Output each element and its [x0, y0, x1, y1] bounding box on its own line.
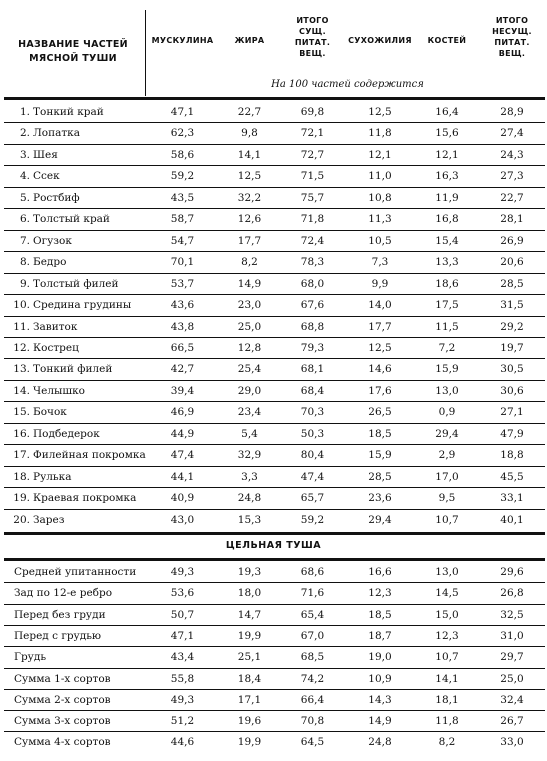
row-part-name: Бочок	[33, 406, 67, 418]
cell-fat: 12,6	[237, 213, 262, 225]
cell-total-nutritive: 47,4	[300, 471, 325, 483]
cell-bone: 13,0	[435, 385, 459, 397]
section-top-rule	[4, 532, 545, 535]
table-row	[0, 317, 547, 337]
table-row	[0, 123, 547, 143]
cell-bone: 12,1	[435, 149, 459, 161]
cell-tendon: 12,3	[368, 587, 392, 599]
row-number: 6.	[19, 213, 30, 225]
cell-bone: 15,9	[435, 363, 459, 375]
header-col-total-nonnutritive-line2: НЕСУЩ.	[492, 27, 532, 36]
cell-tendon: 14,9	[368, 715, 392, 727]
cell-total-nutritive: 50,3	[300, 428, 325, 440]
cell-fat: 14,1	[237, 149, 262, 161]
cell-bone: 17,5	[435, 299, 459, 311]
cell-total-nonnutritive: 45,5	[500, 471, 524, 483]
table-row	[0, 669, 547, 689]
cell-total-nonnutritive: 47,9	[500, 428, 524, 440]
row-number: 10.	[13, 299, 30, 311]
cell-muscle: 55,8	[170, 673, 195, 685]
header-col-total-nutritive-line3: ПИТАТ.	[294, 38, 331, 47]
cell-total-nonnutritive: 40,1	[500, 514, 524, 526]
table-row	[0, 445, 547, 465]
cell-muscle: 49,3	[170, 694, 195, 706]
cell-bone: 16,4	[435, 106, 459, 118]
row-part-name: Сумма 3-х сортов	[14, 715, 111, 727]
cell-total-nutritive: 67,6	[300, 299, 325, 311]
header-col-total-nutritive-line2: СУЩ.	[299, 27, 326, 36]
cell-tendon: 14,3	[368, 694, 392, 706]
header-part-name	[8, 38, 138, 66]
cell-bone: 10,7	[435, 514, 459, 526]
cell-fat: 17,7	[237, 235, 262, 247]
row-number: 4.	[19, 170, 30, 182]
cell-bone: 16,3	[435, 170, 459, 182]
cell-muscle: 47,1	[170, 106, 195, 118]
cell-total-nutritive: 71,5	[300, 170, 325, 182]
cell-fat: 14,9	[237, 278, 262, 290]
cell-tendon: 12,5	[368, 106, 392, 118]
row-part-name: Завиток	[33, 321, 78, 333]
cell-total-nutritive: 72,7	[300, 149, 325, 161]
row-part-name: Толстый филей	[33, 278, 119, 290]
cell-fat: 17,1	[237, 694, 262, 706]
cell-tendon: 16,6	[368, 566, 392, 578]
row-part-name: Лопатка	[33, 127, 80, 139]
cell-muscle: 44,9	[170, 428, 195, 440]
section-bottom-rule	[4, 558, 545, 561]
cell-total-nonnutritive: 31,0	[500, 630, 524, 642]
row-part-name: Грудь	[14, 651, 47, 663]
cell-total-nutritive: 68,0	[300, 278, 325, 290]
cell-fat: 24,8	[237, 492, 262, 504]
table-row	[0, 295, 547, 315]
cell-fat: 19,9	[237, 630, 262, 642]
cell-total-nonnutritive: 26,8	[500, 587, 524, 599]
cell-muscle: 51,2	[170, 715, 195, 727]
row-number: 16.	[13, 428, 30, 440]
row-part-name: Подбедерок	[33, 428, 100, 440]
cell-muscle: 43,5	[170, 192, 195, 204]
cell-bone: 29,4	[435, 428, 459, 440]
row-number: 5.	[19, 192, 30, 204]
table-row	[0, 402, 547, 422]
row-number: 20.	[13, 514, 30, 526]
row-number: 12.	[13, 342, 30, 354]
cell-total-nutritive: 79,3	[300, 342, 325, 354]
cell-total-nonnutritive: 29,6	[500, 566, 524, 578]
header-bottom-rule	[4, 97, 545, 100]
row-number: 8.	[19, 256, 30, 268]
cell-tendon: 28,5	[368, 471, 392, 483]
cell-muscle: 39,4	[170, 385, 195, 397]
cell-total-nutritive: 65,7	[300, 492, 325, 504]
cell-total-nonnutritive: 32,4	[500, 694, 524, 706]
row-part-name: Ростбиф	[33, 192, 80, 204]
row-part-name: Тонкий край	[33, 106, 104, 118]
cell-fat: 5,4	[241, 428, 258, 440]
cell-total-nutritive: 70,8	[300, 715, 325, 727]
cell-total-nonnutritive: 30,6	[500, 385, 524, 397]
row-part-name: Средней упитанности	[14, 566, 137, 578]
cell-bone: 14,5	[435, 587, 459, 599]
cell-bone: 7,2	[438, 342, 456, 354]
cell-fat: 19,3	[237, 566, 262, 578]
table-row	[0, 231, 547, 251]
table-row	[0, 209, 547, 229]
cell-total-nutritive: 66,4	[300, 694, 325, 706]
cell-tendon: 15,9	[368, 449, 392, 461]
cell-tendon: 10,5	[368, 235, 392, 247]
cell-total-nutritive: 59,2	[300, 514, 325, 526]
table-row	[0, 381, 547, 401]
row-part-name: Сумма 1-х сортов	[14, 673, 111, 685]
cell-bone: 15,0	[435, 609, 459, 621]
row-part-name: Ссек	[33, 170, 60, 182]
cell-muscle: 43,8	[170, 321, 195, 333]
cell-tendon: 19,0	[368, 651, 392, 663]
cell-tendon: 29,4	[368, 514, 392, 526]
cell-total-nonnutritive: 28,5	[500, 278, 524, 290]
cell-muscle: 42,7	[170, 363, 195, 375]
cell-bone: 10,7	[435, 651, 459, 663]
cell-bone: 0,9	[438, 406, 456, 418]
cell-total-nutritive: 68,8	[300, 321, 325, 333]
cell-tendon: 17,6	[368, 385, 392, 397]
cell-tendon: 18,5	[368, 609, 392, 621]
table-row	[0, 359, 547, 379]
cell-tendon: 24,8	[368, 736, 392, 748]
cell-tendon: 26,5	[368, 406, 392, 418]
header-col-total-nonnutritive-line1: ИТОГО	[495, 16, 529, 25]
header-col-fat: ЖИРА	[234, 36, 265, 45]
cell-total-nutritive: 80,4	[300, 449, 325, 461]
row-number: 1.	[19, 106, 30, 118]
cell-total-nutritive: 65,4	[300, 609, 325, 621]
header-col-tendon: СУХОЖИЛИЯ	[348, 36, 412, 45]
row-number: 3.	[19, 149, 30, 161]
cell-total-nonnutritive: 18,8	[500, 449, 524, 461]
cell-fat: 18,4	[237, 673, 262, 685]
row-number: 17.	[13, 449, 30, 461]
cell-total-nonnutritive: 29,2	[500, 321, 524, 333]
cell-muscle: 43,6	[170, 299, 195, 311]
cell-fat: 18,0	[237, 587, 262, 599]
cell-total-nutritive: 72,1	[300, 127, 325, 139]
cell-tendon: 10,8	[368, 192, 392, 204]
row-number: 14.	[13, 385, 30, 397]
cell-muscle: 58,7	[170, 213, 195, 225]
cell-tendon: 17,7	[368, 321, 392, 333]
cell-total-nutritive: 71,8	[300, 213, 325, 225]
cell-muscle: 53,6	[170, 587, 195, 599]
cell-tendon: 11,0	[368, 170, 392, 182]
table-row	[0, 510, 547, 530]
header-part-name-line1: НАЗВАНИЕ ЧАСТЕЙ	[18, 39, 128, 50]
cell-muscle: 44,1	[170, 471, 195, 483]
cell-bone: 12,3	[435, 630, 459, 642]
row-part-name: Шея	[33, 149, 58, 161]
cell-total-nutritive: 74,2	[300, 673, 325, 685]
cell-tendon: 23,6	[368, 492, 392, 504]
cell-tendon: 10,9	[368, 673, 392, 685]
table-row	[0, 647, 547, 667]
header-part-name-line2: МЯСНОЙ ТУШИ	[29, 53, 117, 64]
cell-fat: 22,7	[237, 106, 262, 118]
cell-total-nutritive: 78,3	[300, 256, 325, 268]
cell-bone: 8,2	[438, 736, 456, 748]
cell-fat: 19,9	[237, 736, 262, 748]
cell-total-nonnutritive: 27,4	[500, 127, 524, 139]
row-part-name: Огузок	[33, 235, 72, 247]
cell-bone: 18,6	[435, 278, 459, 290]
cell-total-nutritive: 68,6	[300, 566, 325, 578]
table-row	[0, 626, 547, 646]
header-col-total-nutritive-line4: ВЕЩ.	[299, 49, 326, 58]
row-number: 18.	[13, 471, 30, 483]
table-row	[0, 690, 547, 710]
table-row	[0, 166, 547, 186]
row-part-name: Перед без груди	[14, 609, 106, 621]
cell-muscle: 66,5	[170, 342, 195, 354]
cell-muscle: 70,1	[170, 256, 195, 268]
cell-bone: 2,9	[438, 449, 456, 461]
header-col-muscle: МУСКУЛИНА	[151, 36, 214, 45]
row-part-name: Рулька	[33, 471, 72, 483]
row-part-name: Зад по 12-е ребро	[14, 587, 113, 599]
row-part-name: Сумма 4-х сортов	[14, 736, 111, 748]
cell-tendon: 18,5	[368, 428, 392, 440]
row-part-name: Бедро	[33, 256, 67, 268]
table-row	[0, 562, 547, 582]
cell-fat: 15,3	[237, 514, 262, 526]
cell-fat: 3,3	[241, 471, 258, 483]
cell-bone: 9,5	[438, 492, 456, 504]
table-row	[0, 488, 547, 508]
cell-bone: 16,8	[435, 213, 459, 225]
cell-muscle: 40,9	[170, 492, 195, 504]
row-part-name: Толстый край	[33, 213, 110, 225]
cell-total-nonnutritive: 20,6	[500, 256, 524, 268]
cell-total-nonnutritive: 24,3	[500, 149, 524, 161]
row-part-name: Краевая покромка	[33, 492, 137, 504]
cell-fat: 14,7	[237, 609, 262, 621]
cell-total-nutritive: 68,4	[300, 385, 325, 397]
row-part-name: Кострец	[33, 342, 79, 354]
row-number: 19.	[13, 492, 30, 504]
table-row	[0, 583, 547, 603]
cell-muscle: 44,6	[170, 736, 195, 748]
cell-fat: 23,0	[237, 299, 262, 311]
cell-muscle: 50,7	[170, 609, 195, 621]
cell-total-nonnutritive: 26,9	[500, 235, 524, 247]
row-part-name: Филейная покромка	[33, 449, 146, 461]
cell-muscle: 54,7	[170, 235, 195, 247]
cell-bone: 15,4	[435, 235, 459, 247]
cell-muscle: 46,9	[170, 406, 195, 418]
table-header	[0, 0, 547, 99]
row-number: 11.	[13, 321, 30, 333]
table-row	[0, 467, 547, 487]
row-part-name: Зарез	[33, 514, 65, 526]
row-number: 2.	[19, 127, 30, 139]
cell-fat: 29,0	[237, 385, 262, 397]
cell-total-nonnutritive: 33,1	[500, 492, 524, 504]
row-number: 9.	[19, 278, 30, 290]
cell-fat: 25,0	[237, 321, 262, 333]
cell-fat: 23,4	[237, 406, 262, 418]
table-row	[0, 711, 547, 731]
cell-muscle: 43,0	[170, 514, 195, 526]
row-number: 15.	[13, 406, 30, 418]
cell-bone: 13,3	[435, 256, 459, 268]
cell-total-nonnutritive: 29,7	[500, 651, 524, 663]
header-subheader: На 100 частей содержится	[271, 79, 424, 90]
section-title: ЦЕЛЬНАЯ ТУША	[225, 540, 322, 551]
cell-total-nutritive: 72,4	[300, 235, 325, 247]
row-part-name: Тонкий филей	[33, 363, 113, 375]
cell-total-nonnutritive: 27,3	[500, 170, 524, 182]
cell-total-nonnutritive: 19,7	[500, 342, 524, 354]
cell-total-nutritive: 67,0	[300, 630, 325, 642]
cell-fat: 25,1	[237, 651, 262, 663]
cell-fat: 9,8	[241, 127, 258, 139]
cell-fat: 12,8	[237, 342, 262, 354]
header-col-bone: КОСТЕЙ	[427, 36, 467, 45]
cell-bone: 18,1	[435, 694, 459, 706]
header-col-total-nonnutritive	[477, 15, 547, 59]
table-row	[0, 605, 547, 625]
cell-total-nonnutritive: 33,0	[500, 736, 524, 748]
cell-muscle: 49,3	[170, 566, 195, 578]
cell-tendon: 7,3	[371, 256, 389, 268]
table-row	[0, 424, 547, 444]
cell-muscle: 58,6	[170, 149, 195, 161]
row-part-name: Средина грудины	[33, 299, 132, 311]
row-number: 13.	[13, 363, 30, 375]
cell-fat: 8,2	[241, 256, 258, 268]
row-part-name: Сумма 2-х сортов	[14, 694, 111, 706]
cell-total-nonnutritive: 28,1	[500, 213, 524, 225]
table-row	[0, 252, 547, 272]
cell-tendon: 18,7	[368, 630, 392, 642]
header-col-total-nutritive-line1: ИТОГО	[296, 16, 329, 25]
cell-muscle: 47,4	[170, 449, 195, 461]
row-part-name: Перед с грудью	[14, 630, 102, 642]
cell-tendon: 9,9	[371, 278, 389, 290]
cell-bone: 11,9	[435, 192, 459, 204]
row-part-name: Челышко	[33, 385, 86, 397]
cell-total-nutritive: 64,5	[300, 736, 325, 748]
header-divider	[145, 10, 146, 96]
cell-tendon: 14,0	[368, 299, 392, 311]
cell-bone: 15,6	[435, 127, 459, 139]
cell-fat: 25,4	[237, 363, 262, 375]
cell-total-nonnutritive: 27,1	[500, 406, 524, 418]
header-col-total-nonnutritive-line3: ПИТАТ.	[494, 38, 530, 47]
cell-bone: 13,0	[435, 566, 459, 578]
cell-total-nutritive: 69,8	[300, 106, 325, 118]
cell-total-nonnutritive: 22,7	[500, 192, 524, 204]
cell-bone: 11,5	[435, 321, 459, 333]
cell-total-nutritive: 68,1	[300, 363, 325, 375]
cell-tendon: 14,6	[368, 363, 392, 375]
cell-muscle: 62,3	[170, 127, 195, 139]
table-row	[0, 338, 547, 358]
cell-muscle: 47,1	[170, 630, 195, 642]
cell-total-nutritive: 75,7	[300, 192, 325, 204]
cell-fat: 12,5	[237, 170, 262, 182]
table-row	[0, 274, 547, 294]
cell-total-nonnutritive: 26,7	[500, 715, 524, 727]
cell-bone: 11,8	[435, 715, 459, 727]
table-row	[0, 145, 547, 165]
table-row	[0, 732, 547, 752]
cell-total-nutritive: 70,3	[300, 406, 325, 418]
cell-total-nonnutritive: 32,5	[500, 609, 524, 621]
cell-total-nonnutritive: 25,0	[500, 673, 524, 685]
cell-fat: 32,9	[237, 449, 262, 461]
table-row	[0, 102, 547, 122]
table-row	[0, 188, 547, 208]
cell-tendon: 12,5	[368, 342, 392, 354]
cell-muscle: 53,7	[170, 278, 195, 290]
header-col-total-nonnutritive-line4: ВЕЩ.	[498, 49, 526, 58]
cell-bone: 14,1	[435, 673, 459, 685]
cell-bone: 17,0	[435, 471, 459, 483]
cell-tendon: 11,3	[368, 213, 392, 225]
cell-total-nutritive: 71,6	[300, 587, 325, 599]
cell-total-nonnutritive: 31,5	[500, 299, 524, 311]
cell-total-nonnutritive: 28,9	[500, 106, 524, 118]
cell-tendon: 11,8	[368, 127, 392, 139]
cell-total-nonnutritive: 30,5	[500, 363, 524, 375]
cell-tendon: 12,1	[368, 149, 392, 161]
header-col-total-nutritive	[280, 15, 345, 59]
row-number: 7.	[19, 235, 30, 247]
cell-muscle: 43,4	[170, 651, 195, 663]
cell-muscle: 59,2	[170, 170, 195, 182]
cell-fat: 19,6	[237, 715, 262, 727]
cell-total-nutritive: 68,5	[300, 651, 325, 663]
cell-fat: 32,2	[237, 192, 262, 204]
